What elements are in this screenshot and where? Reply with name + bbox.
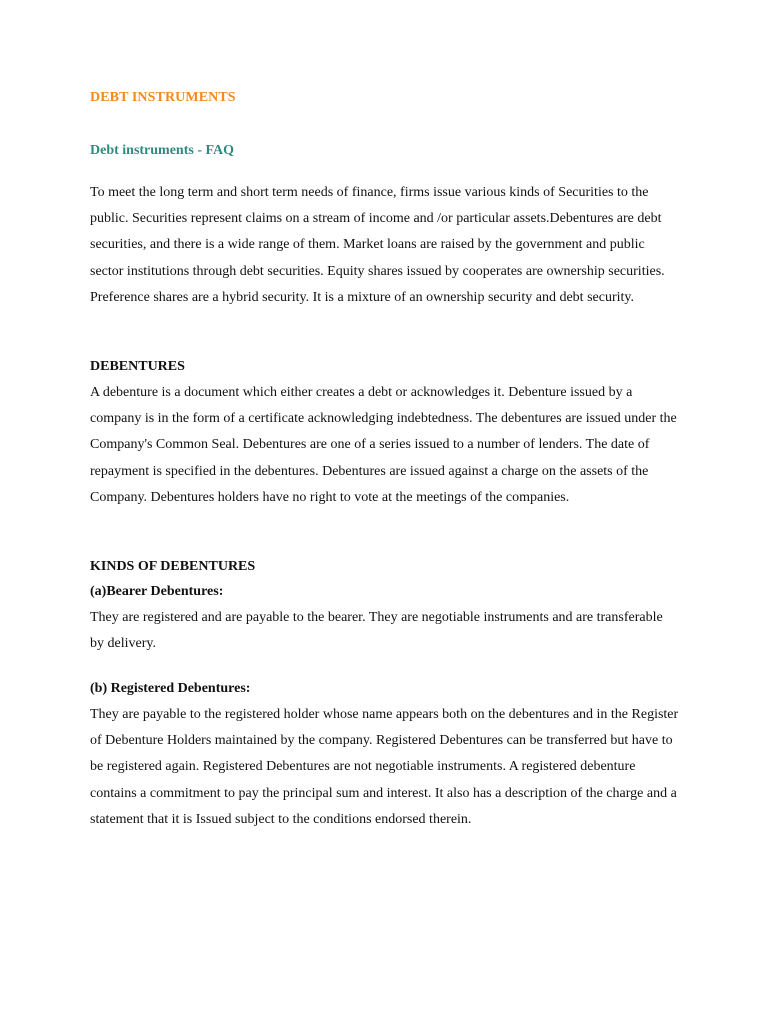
registered-paragraph: They are payable to the registered holder whose name appears both on the debentures and in the Register of Debenture Holders maintained by the company. Registered Debentures can be transferred but have to be registered again. Registered Debentures are not negotiable instruments. A registered debenture contains a commitment to pay the principal sum and interest. It also has a description of the charge and a statement that it is Issued subject to the conditions endorsed therein. <box>90 707 679 827</box>
kinds-heading: KINDS OF DEBENTURES <box>90 559 256 574</box>
document-title: DEBT INSTRUMENTS <box>90 90 236 105</box>
intro-paragraph: To meet the long term and short term needs of finance, firms issue various kinds of Securities to the public. Securities represent claims on a stream of income and /or particular assets.Debentures are debt securities, and there is a wide range of them. Market loans are raised by the government and public sector institutions through debt securities. Equity shares issued by cooperates are ownership securities. Preference shares are a hybrid security. It is a mixture of an ownership security and debt security. <box>90 185 665 305</box>
registered-heading: (b) Registered Debentures: <box>90 681 251 696</box>
bearer-paragraph: They are registered and are payable to the bearer. They are negotiable instruments and are transferable by delivery. <box>90 610 663 652</box>
debentures-paragraph: A debenture is a document which either creates a debt or acknowledges it. Debenture issued by a company is in the form of a certificate acknowledging indebtedness. The debentures are issued under the Company's Common Seal. Debentures are one of a series issued to a number of lenders. The date of repayment is specified in the debentures. Debentures are issued against a charge on the assets of the Company. Debentures holders have no right to vote at the meetings of the companies. <box>90 385 677 505</box>
document-subtitle: Debt instruments - FAQ <box>90 143 235 158</box>
bearer-heading: (a)Bearer Debentures: <box>90 584 224 599</box>
debentures-heading: DEBENTURES <box>90 359 185 374</box>
